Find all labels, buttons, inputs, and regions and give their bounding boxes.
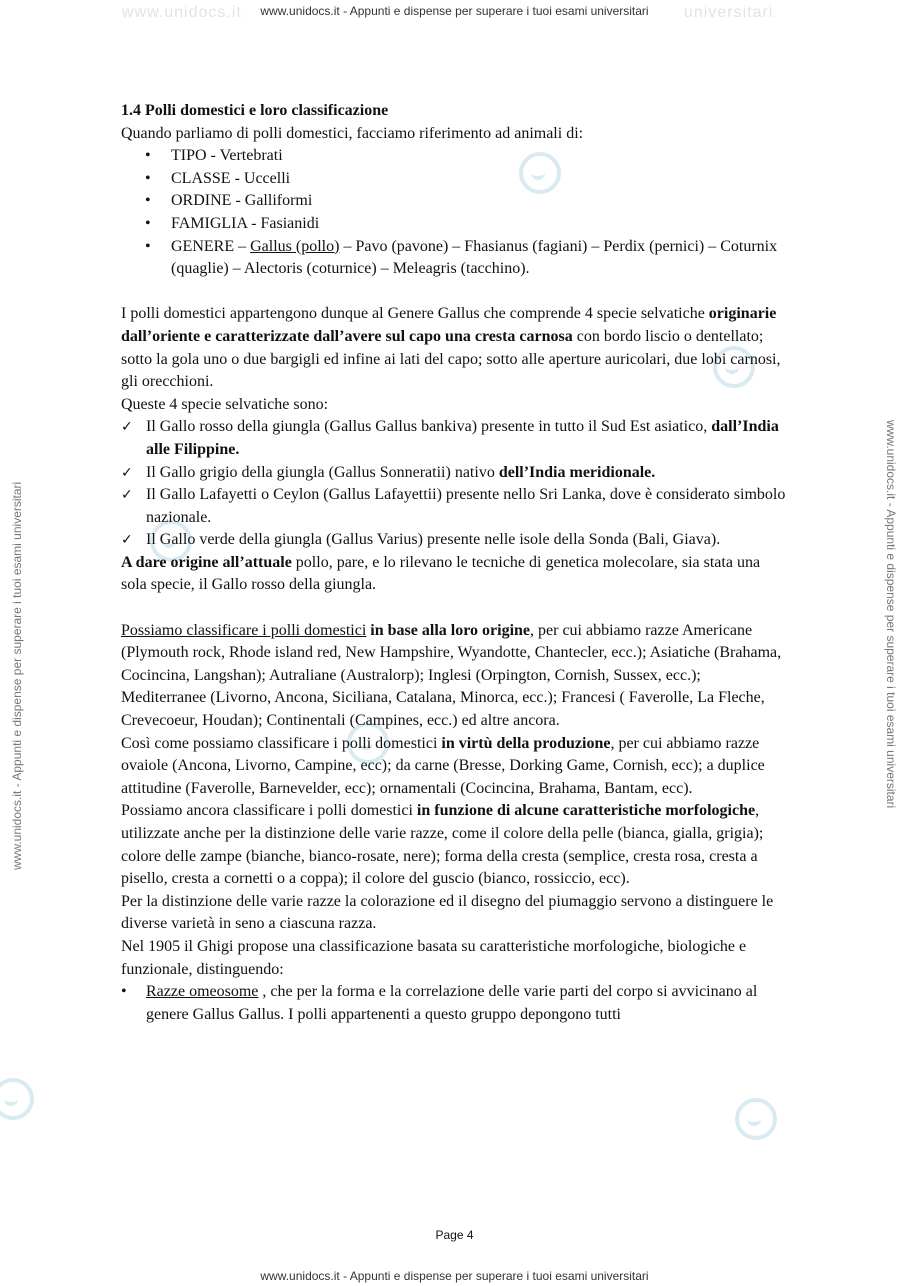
bold-span: A dare origine all’attuale <box>121 553 292 571</box>
list-item <box>121 484 786 529</box>
plumage-paragraph: Per la distinzione delle varie razze la colorazione ed il disegno del piumaggio servono a distinguere le diverse varietà in seno a ciascuna razza. <box>121 892 774 933</box>
underlined-span: Possiamo classificare i polli domestici <box>121 621 367 639</box>
text-span: Così come possiamo classificare i polli domestici <box>121 734 442 752</box>
right-side-watermark: www.unidocs.it - Appunti e dispense per superare i tuoi esami universitari <box>884 420 898 809</box>
list-item: • CLASSE - Uccelli <box>121 168 786 191</box>
bold-span: in funzione di alcune caratteristiche morfologiche <box>416 802 756 820</box>
text-span: , per cui abbiamo razze Americane (Plymouth rock, Rhode island red, New Hampshire, Wyandotte, Chantecler, ecc.); Asiatiche (Brahama, Cocincina, Langshan); Autraliane (Australorp); Inglesi (Orpington, Cornish, Sussex, ecc.); Mediterranee (Livorno, Ancona, Siciliana, Catalana, Minorca, ecc.); Francesi ( Faverolle, La Fleche, Crevecoeur, Houdan); Continentali (Campines, ecc.) ed altre ancora. <box>121 621 782 730</box>
unidocs-logo-icon <box>0 1078 34 1120</box>
list-item <box>121 236 786 281</box>
text-span: Il Gallo grigio della giungla (Gallus Sonneratii) nativo <box>146 463 499 481</box>
top-watermark: www.unidocs.it - Appunti e dispense per superare i tuoi esami universitari <box>260 4 649 18</box>
ghigi-list <box>121 981 786 1026</box>
classification-morphology-paragraph <box>121 800 786 890</box>
paragraph-origin <box>121 303 786 393</box>
text-span: Possiamo ancora classificare i polli domestici <box>121 802 417 820</box>
text-span: con bordo liscio o dentellato; sotto la gola uno o due bargigli ed infine ai lati del capo; sotto alle aperture auricolari, due lobi carnosi, gli orecchioni. <box>121 327 781 391</box>
text-span: , che per la forma e la correlazione delle varie parti del corpo si avvicinano al genere Gallus Gallus. I polli appartenenti a questo gruppo depongono tutti <box>146 983 758 1023</box>
bold-span: dell’India meridionale. <box>498 463 656 481</box>
page-number: Page 4 <box>435 1228 474 1242</box>
text-span: , utilizzate anche per la distinzione delle varie razze, come il colore della pelle (bianca, gialla, grigia); colore delle zampe (bianche, bianco-rosate, nere); forma della cresta (semplice, cresta rosa, cresta a pisello, cresta a cornetti o a coppa); il colore del guscio (bianco, rossiccio, ecc). <box>121 802 764 888</box>
list-item <box>121 981 786 1026</box>
list-item: • FAMIGLIA - Fasianidi <box>121 213 786 236</box>
list-item: • TIPO - Vertebrati <box>121 145 786 168</box>
ghost-watermark-right: universitari <box>684 4 774 21</box>
bold-span: originarie dall’oriente e caratterizzate dall’avere sul capo una cresta carnosa <box>121 305 777 345</box>
text-span: Il Gallo verde della giungla (Gallus Varius) presente nelle isole della Sonda (Bali, Giava). <box>146 531 721 549</box>
bold-span: dall’India alle Filippine. <box>146 418 779 458</box>
unidocs-logo-icon <box>735 1098 777 1140</box>
section-title: 1.4 Polli domestici e loro classificazione <box>121 102 389 119</box>
text-span: Il Gallo Lafayetti o Ceylon (Gallus Lafayettii) presente nello Sri Lanka, dove è considerato simbolo nazionale. <box>146 486 786 526</box>
intro-text: Quando parliamo di polli domestici, facciamo riferimento ad animali di: <box>121 124 584 142</box>
document-body <box>121 100 786 1026</box>
text-span: pollo, pare, e lo rilevano le tecniche di genetica molecolare, sia stata una sola specie, il Gallo rosso della giungla. <box>121 553 761 594</box>
bold-span: in base alla loro origine <box>366 621 531 639</box>
left-side-watermark: www.unidocs.it - Appunti e dispense per superare i tuoi esami universitari <box>10 481 24 870</box>
bold-span: in virtù della produzione <box>441 734 611 752</box>
list-item <box>121 416 786 461</box>
gallus-underlined: Gallus (pollo) <box>250 237 340 255</box>
classification-origin-paragraph <box>121 620 786 733</box>
text-span: Il Gallo rosso della giungla (Gallus Gallus bankiva) presente in tutto il Sud Est asiatico, <box>146 418 712 436</box>
species-intro: Queste 4 specie selvatiche sono: <box>121 395 329 413</box>
classification-production-paragraph <box>121 733 786 801</box>
underlined-span: Razze omeosome <box>146 983 259 1001</box>
ghost-watermark-left: www.unidocs.it <box>122 4 242 21</box>
species-list <box>121 416 786 552</box>
taxonomy-list <box>121 145 786 281</box>
list-item <box>121 529 786 552</box>
ghigi-paragraph: Nel 1905 il Ghigi propose una classificazione basata su caratteristiche morfologiche, biologiche e funzionale, distinguendo: <box>121 937 747 978</box>
bottom-watermark: www.unidocs.it - Appunti e dispense per superare i tuoi esami universitari <box>260 1269 649 1283</box>
genere-rest: – Pavo (pavone) – Fhasianus (fagiani) – Perdix (pernici) – Coturnix (quaglie) – Alectoris (coturnice) – Meleagris (tacchino). <box>171 237 778 278</box>
genere-prefix: GENERE – <box>171 237 251 255</box>
origin-paragraph <box>121 552 786 597</box>
text-span: I polli domestici appartengono dunque al Genere Gallus che comprende 4 specie selvatiche <box>121 305 709 323</box>
list-item <box>121 462 786 485</box>
text-span: , per cui abbiamo razze ovaiole (Ancona, Livorno, Campine, ecc); da carne (Bresse, Dorking Game, Cornish, ecc); a duplice attitudine (Faverolle, Barnevelder, ecc); ornamentali (Cocincina, Brahama, Bantam, ecc). <box>121 734 765 797</box>
list-item: • ORDINE - Galliformi <box>121 190 786 213</box>
